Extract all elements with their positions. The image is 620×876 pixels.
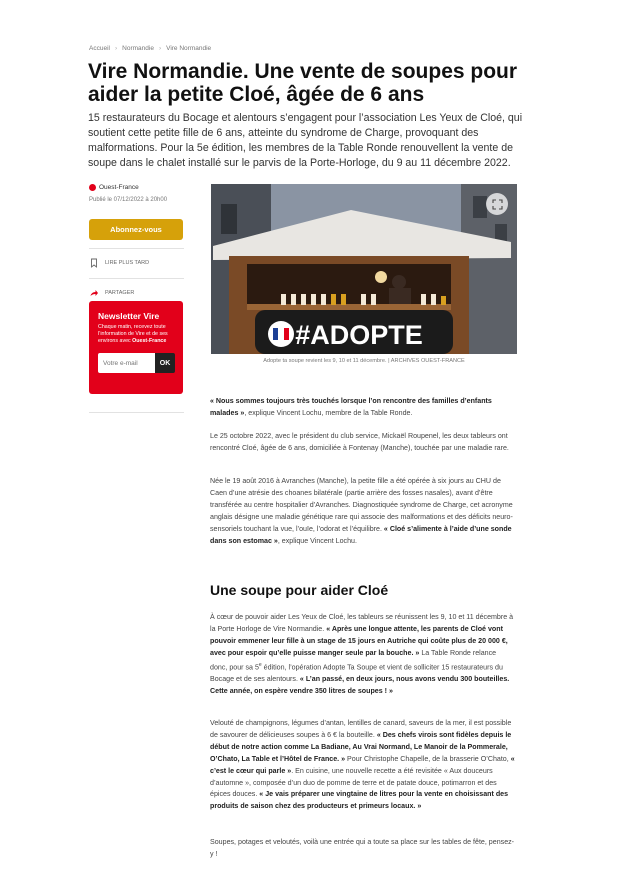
share-label: PARTAGER [105, 290, 135, 296]
sidebar-divider [89, 248, 184, 249]
share-icon [89, 288, 99, 298]
expand-icon [492, 199, 503, 210]
soup-chalet-illustration [211, 184, 517, 354]
breadcrumb-normandie[interactable]: Normandie [122, 45, 154, 52]
read-later-label: LIRE PLUS TARD [105, 260, 150, 266]
ouest-france-logo [89, 184, 96, 191]
newsletter-box [89, 301, 183, 394]
photo-caption: Adopte ta soupe revient les 9, 10 et 11 décembre. | ARCHIVES OUEST-FRANCE [263, 358, 465, 364]
paragraph-6: Soupes, potages et veloutés, voilà une entrée qui a toute sa place sur les tables de fête, pensez-y ! [210, 838, 515, 858]
photo-sign-text: #ADOPTE [295, 320, 423, 350]
article-sidebar [89, 184, 184, 300]
source-row [89, 184, 184, 191]
read-later-button[interactable] [89, 256, 184, 270]
newsletter-title: Newsletter Vire [98, 311, 160, 321]
newsletter-form [98, 353, 175, 373]
newsletter-brand: Ouest-France [132, 338, 167, 344]
paragraph-3: Née le 19 août 2016 à Avranches (Manche), la petite fille a été opérée à six jours au CHU de Caen d’une atrésie des choanes bilatérale (partie arrière des fosses nasales), avant d’être transférée au centre hospitalier d’Avranches. Diagnostiquée syndrome de Charge, cet acronyme anglais désigne une maladie génétique rare qui associe des malformations et des déficits neuro-sensoriels touchant la vue, l’ouïe, l’odorat et l’équilibre. « Cloé s’alimente à l’aide d’une sonde dans son estomac », explique Vincent Lochu. [210, 477, 513, 545]
publish-date: Publié le 07/12/2022 à 20h00 [89, 197, 168, 203]
paragraph-1: « Nous sommes toujours très touchés lorsque l’on rencontre des familles d’enfants malades », explique Vincent Lochu, membre de la Table Ronde. [210, 397, 492, 417]
breadcrumb-separator: › [158, 45, 162, 52]
article-lead: 15 restaurateurs du Bocage et alentours s’engagent pour l’association Les Yeux de Cloé, qui soutient cette petite fille de 6 ans, atteinte du syndrome de Charge, provoquant des malformations. Pour la 5e édition, les membres de la Table Ronde renouvellent la vente de soupe dans le chalet installé sur le parvis de la Porte-Horloge, du 9 au 11 décembre 2022. [88, 112, 523, 169]
subscribe-button[interactable]: Abonnez-vous [89, 219, 183, 240]
newsletter-description: Chaque matin, recevez toute l’information de Vire et de ses environs avec Ouest-France [98, 324, 168, 344]
sidebar-divider [89, 412, 184, 413]
breadcrumb-separator: › [114, 45, 118, 52]
expand-photo-button[interactable] [486, 193, 508, 215]
paragraph-5: Velouté de champignons, légumes d’antan, lentilles de canard, saveurs de la mer, il est possible de savourer de délicieuses soupes à 6 € la bouteille. « Des chefs virois sont fidèles depuis le début de notre action comme La Badiane, Au Vrai Normand, Le Manoir de la Pommerale, O’Chato, La Table et l’Hôtel de France. » Pour Christophe Chapelle, de la brasserie O’Chato, « c’est le cœur qui parle ». En cuisine, une nouvelle recette a été revisitée « Aux douceurs d’automne », composée d’un duo de pomme de terre et de patate douce, potimarron et des épices douces. « Je vais préparer une vingtaine de litres pour la vente en choisissant des produits de saison chez des producteurs et primeurs locaux. » [210, 719, 515, 811]
paragraph-2: Le 25 octobre 2022, avec le président du club service, Mickaël Roupenel, les deux tableurs ont rencontré Cloé, âgée de 6 ans, domiciliée à Fontenay (Manche), touchée par une maladie rare. [210, 432, 509, 452]
breadcrumb-vire[interactable]: Vire Normandie [166, 45, 212, 52]
share-button[interactable] [89, 286, 184, 300]
breadcrumb-home[interactable]: Accueil [89, 45, 110, 52]
section-heading: Une soupe pour aider Cloé [210, 582, 389, 598]
sidebar-divider [89, 278, 184, 279]
bookmark-icon [89, 258, 99, 268]
newsletter-ok-button[interactable]: OK [155, 353, 175, 373]
article-photo[interactable] [211, 184, 517, 354]
newsletter-email-input[interactable] [98, 353, 155, 373]
breadcrumb [89, 45, 211, 52]
page-title: Vire Normandie. Une vente de soupes pour aider la petite Cloé, âgée de 6 ans [88, 60, 518, 106]
source-name[interactable]: Ouest-France [99, 184, 139, 191]
paragraph-4: À cœur de pouvoir aider Les Yeux de Cloé, les tableurs se réunissent les 9, 10 et 11 décembre à la Porte Horloge de Vire Normandie. « Après une longue attente, les parents de Cloé vont pouvoir emmener leur fille à un stage de 15 jours en Autriche qui coûte plus de 20 000 €, avec pour espoir qu’elle puisse manger seule par la bouche. » La Table Ronde relance donc, pour sa 5e édition, l’opération Adopte Ta Soupe et vient de solliciter 15 restaurateurs du Bocage et de ses alentours. « L’an passé, en deux jours, nous avons vendu 300 bouteilles. Cette année, on espère vendre 350 litres de soupes ! » [210, 613, 514, 695]
